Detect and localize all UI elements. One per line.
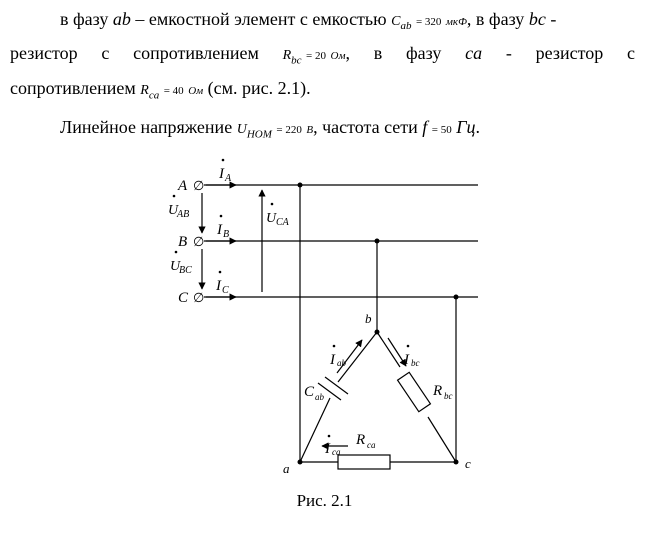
svg-text:I: I bbox=[217, 222, 222, 238]
figure-caption: Рис. 2.1 bbox=[296, 491, 353, 510]
delta-wire-bc-upper bbox=[377, 332, 400, 367]
capacitance-symbol: $C_{ab}$ bbox=[391, 14, 412, 32]
node-a-label: a bbox=[283, 461, 290, 476]
text-segment: (см. рис. 2.1). bbox=[207, 78, 311, 98]
text-word: с bbox=[101, 43, 110, 63]
svg-text:bc: bc bbox=[444, 391, 453, 401]
text-segment: в фазу bbox=[60, 9, 109, 29]
svg-text:U: U bbox=[266, 211, 277, 226]
junction-dot-c bbox=[454, 295, 459, 300]
capacitance-unit: мкФ bbox=[445, 16, 467, 28]
current-label-ia bbox=[218, 159, 232, 184]
voltage-label-ubc bbox=[170, 251, 192, 276]
current-label-ic bbox=[215, 271, 229, 296]
terminal-b: ∅ bbox=[193, 234, 205, 249]
capacitor-ab-label bbox=[304, 384, 325, 402]
text-segment: Линейное напряжение bbox=[60, 117, 233, 137]
node-b-label: b bbox=[365, 311, 372, 326]
svg-text:I: I bbox=[219, 166, 224, 182]
text-word: сопротивлением bbox=[133, 43, 259, 63]
svg-text:AB: AB bbox=[177, 209, 190, 220]
phase-b-label: B bbox=[178, 234, 188, 250]
text-segment: - bbox=[550, 9, 557, 29]
svg-text:BC: BC bbox=[179, 265, 192, 276]
svg-text:ca: ca bbox=[367, 440, 376, 450]
resistor-bc bbox=[398, 372, 431, 411]
node-dot-a bbox=[298, 460, 303, 465]
text-word: резистор bbox=[10, 43, 78, 63]
phase-ca-label: ca bbox=[465, 43, 483, 63]
text-segment: сопротивлением bbox=[10, 78, 136, 98]
junction-dot-a bbox=[298, 183, 303, 188]
current-label-ibc bbox=[403, 345, 420, 368]
svg-text:I: I bbox=[404, 352, 409, 368]
svg-text:ca: ca bbox=[332, 447, 341, 457]
text-word: - bbox=[505, 43, 512, 63]
svg-text:R: R bbox=[433, 383, 443, 399]
text-segment: , частота сети bbox=[313, 117, 418, 137]
frequency-expression: f = 50 Гц. bbox=[422, 117, 481, 137]
phase-a-label: A bbox=[178, 178, 188, 194]
voltage-label-uca bbox=[266, 203, 290, 228]
text-segment: – емкостной элемент с емкостью bbox=[135, 9, 387, 29]
resistance-ca-expression: $R_{ca} = 40$ Ом bbox=[140, 83, 204, 102]
text-word: фазу bbox=[405, 43, 442, 63]
node-dot-b bbox=[375, 330, 380, 335]
terminal-a: ∅ bbox=[193, 178, 205, 193]
svg-text:A: A bbox=[225, 173, 232, 184]
svg-text:U: U bbox=[170, 259, 181, 274]
svg-text:ab: ab bbox=[337, 358, 346, 368]
delta-wire-bc-lower bbox=[428, 417, 456, 462]
svg-text:ab: ab bbox=[315, 392, 324, 402]
svg-text:bc: bc bbox=[411, 358, 420, 368]
svg-text:U: U bbox=[168, 203, 179, 218]
resistor-ca bbox=[338, 455, 390, 469]
text-word: в bbox=[373, 43, 383, 63]
text-segment: , в фазу bbox=[466, 9, 525, 29]
capacitance-value: = 320 bbox=[415, 16, 442, 28]
svg-text:C: C bbox=[222, 285, 229, 296]
svg-text:CA: CA bbox=[276, 217, 289, 228]
node-c-label: c bbox=[465, 456, 471, 471]
delta-wire-ab-upper bbox=[338, 332, 377, 382]
current-label-iab bbox=[329, 345, 347, 368]
svg-text:I: I bbox=[330, 352, 335, 368]
resistance-bc-expression: $R_{bc} = 20$ Ом, bbox=[282, 43, 350, 67]
phase-bc-label: bc bbox=[528, 9, 546, 29]
resistor-bc-label bbox=[432, 383, 453, 401]
resistor-ca-label bbox=[355, 432, 376, 450]
terminal-c: ∅ bbox=[193, 290, 205, 305]
text-word: с bbox=[626, 43, 635, 63]
svg-text:I: I bbox=[325, 441, 330, 457]
voltage-label-uab bbox=[168, 195, 189, 220]
svg-text:B: B bbox=[223, 229, 230, 240]
nominal-voltage-expression: $U_{НОМ} = 220$ В bbox=[236, 122, 314, 141]
phase-ab-label: ab bbox=[112, 9, 131, 29]
svg-text:I: I bbox=[216, 278, 221, 294]
svg-text:R: R bbox=[356, 432, 366, 448]
node-dot-c bbox=[454, 460, 459, 465]
junction-dot-b bbox=[375, 239, 380, 244]
text-word: резистор bbox=[535, 43, 604, 63]
phase-c-label: C bbox=[178, 290, 189, 306]
current-label-ib bbox=[216, 215, 229, 240]
svg-text:C: C bbox=[304, 384, 315, 400]
